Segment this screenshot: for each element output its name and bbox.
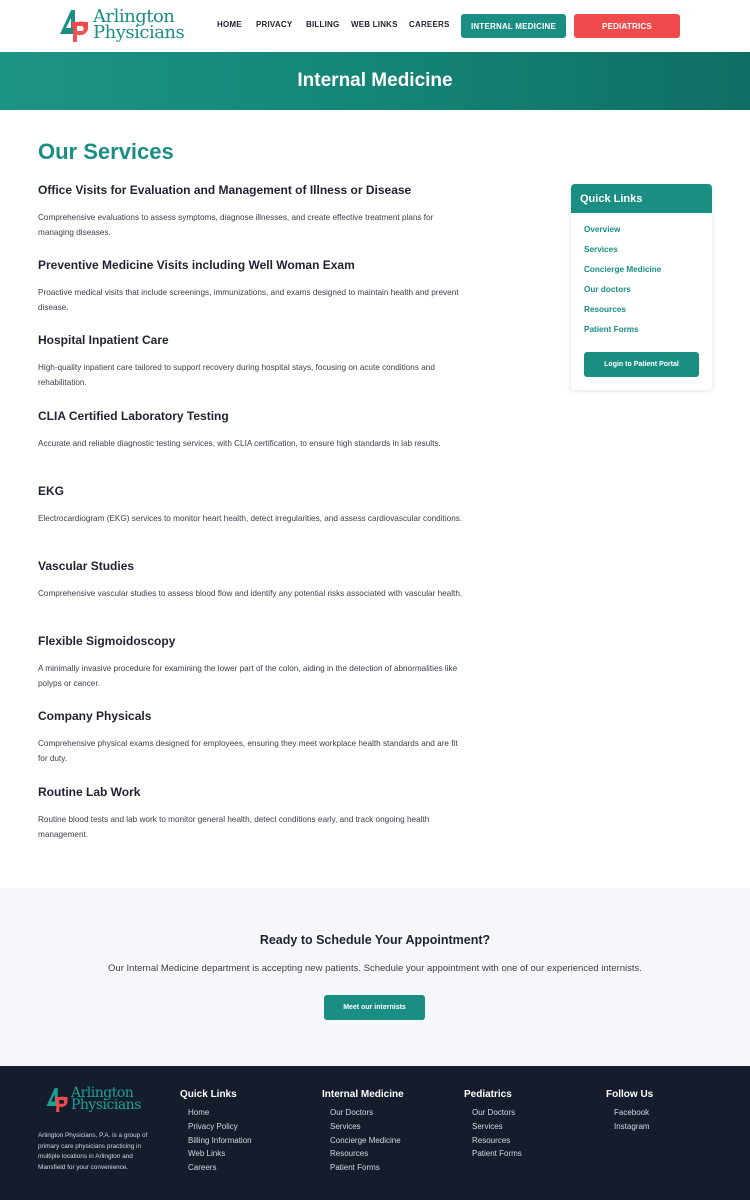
page-title: Internal Medicine: [297, 70, 453, 91]
service-item: [38, 633, 468, 708]
footer-link-our-doctors[interactable]: Our Doctors: [472, 1108, 516, 1117]
footer-link-home[interactable]: Home: [188, 1108, 210, 1117]
nav-careers[interactable]: CAREERS: [409, 20, 450, 29]
footer-link-patient-forms[interactable]: Patient Forms: [330, 1163, 380, 1173]
quick-link-our-doctors[interactable]: Our doctors: [584, 285, 631, 294]
service-title: Vascular Studies: [38, 558, 135, 573]
patient-portal-login-button[interactable]: Login to Patient Portal: [584, 352, 699, 377]
service-item: [38, 784, 468, 859]
service-item: [38, 332, 468, 407]
service-item: [38, 708, 468, 783]
quick-links-title: Quick Links: [571, 184, 712, 213]
footer-column-title: Follow Us: [606, 1089, 654, 1100]
service-title: CLIA Certified Laboratory Testing: [38, 408, 229, 423]
service-description: Electrocardiogram (EKG) services to monitor heart health, detect irregularities, and assess cardiovascular conditions.: [38, 513, 463, 523]
site-header: [0, 0, 750, 52]
footer-link-instagram[interactable]: Instagram: [614, 1121, 650, 1131]
footer-column-title: Quick Links: [180, 1089, 237, 1100]
service-title: Routine Lab Work: [38, 784, 141, 799]
footer-link-services[interactable]: Services: [330, 1121, 361, 1131]
cta-text: Our Internal Medicine department is accepting new patients. Schedule your appointment with one of our experienced internists.: [108, 963, 642, 974]
pediatrics-button[interactable]: PEDIATRICS: [574, 14, 680, 38]
logo-wordmark: [93, 6, 185, 43]
quick-links-card: [571, 184, 712, 390]
cta-title: Ready to Schedule Your Appointment?: [259, 933, 491, 947]
service-title: EKG: [38, 483, 65, 498]
site-logo[interactable]: [58, 8, 188, 44]
footer-link-our-doctors[interactable]: Our Doctors: [330, 1108, 374, 1117]
service-item: [38, 483, 468, 558]
logo-line-2: Physicians: [93, 22, 185, 43]
service-item: [38, 182, 468, 257]
nav-billing[interactable]: BILLING: [306, 20, 340, 29]
footer-column-pediatrics: [464, 1089, 522, 1163]
footer-link-patient-forms[interactable]: Patient Forms: [472, 1149, 522, 1159]
footer-link-web-links[interactable]: Web Links: [188, 1149, 226, 1159]
footer-column-title: Pediatrics: [464, 1089, 512, 1100]
service-description: Comprehensive evaluations to assess symptoms, diagnose illnesses, and create effective treatment plans for managing diseases.: [38, 213, 434, 237]
internal-medicine-button[interactable]: INTERNAL MEDICINE: [461, 14, 566, 38]
footer-link-services[interactable]: Services: [472, 1121, 503, 1131]
service-title: Office Visits for Evaluation and Management of Illness or Disease: [38, 183, 412, 197]
site-footer: [0, 1066, 750, 1200]
service-title: Company Physicals: [38, 709, 152, 724]
services-list: [38, 182, 468, 859]
quick-link-patient-forms[interactable]: Patient Forms: [584, 325, 639, 334]
footer-link-resources[interactable]: Resources: [330, 1149, 369, 1159]
footer-column-title: Internal Medicine: [322, 1089, 404, 1100]
nav-privacy[interactable]: PRIVACY: [256, 20, 293, 29]
schedule-cta-section: [0, 888, 750, 1066]
service-description: High-quality inpatient care tailored to support recovery during hospital stays, focusing on acute conditions and rehabilitation.: [38, 363, 435, 388]
service-item: [38, 558, 468, 633]
quick-link-overview[interactable]: Overview: [584, 225, 621, 234]
service-description: Comprehensive physical exams designed for employees, ensuring they meet workplace health standards and are fit for duty.: [38, 739, 458, 764]
service-title: Hospital Inpatient Care: [38, 333, 169, 348]
service-item: [38, 408, 468, 483]
logo-line-2: Physicians: [71, 1097, 141, 1113]
service-description: Proactive medical visits that include screenings, immunizations, and exams designed to maintain health and prevent disease.: [38, 288, 459, 313]
footer-link-privacy-policy[interactable]: Privacy Policy: [188, 1121, 238, 1131]
footer-link-billing-information[interactable]: Billing Information: [188, 1135, 252, 1145]
footer-logo[interactable]: [45, 1086, 145, 1116]
nav-home[interactable]: HOME: [217, 20, 242, 29]
footer-column-follow-us: [606, 1089, 653, 1136]
logo-mark-icon: [58, 8, 90, 44]
footer-column-internal-medicine: [322, 1089, 404, 1177]
service-description: A minimally invasive procedure for examining the lower part of the colon, aiding in the detection of abnormalities like polyps or cancer.: [38, 664, 458, 689]
service-title: Flexible Sigmoidoscopy: [38, 634, 176, 649]
quick-link-concierge-medicine[interactable]: Concierge Medicine: [584, 265, 662, 274]
service-item: [38, 257, 468, 332]
section-title: Our Services: [38, 139, 174, 164]
service-description: Accurate and reliable diagnostic testing services, with CLIA certification, to ensure high standards in lab results.: [38, 438, 441, 448]
service-description: Routine blood tests and lab work to monitor general health, detect conditions early, and track ongoing health management.: [38, 814, 430, 839]
logo-line-1: Arlington: [71, 1085, 134, 1101]
service-description: Comprehensive vascular studies to assess blood flow and identify any potential risks associated with vascular health.: [38, 588, 463, 598]
footer-link-careers[interactable]: Careers: [188, 1163, 217, 1173]
service-title: Preventive Medicine Visits including Well Woman Exam: [38, 258, 355, 273]
footer-about-text: Arlington Physicians, P.A. is a group of primary care physicians practicing in multiple locations in Arlington and Mansfield for your convenience.: [38, 1132, 148, 1171]
footer-link-resources[interactable]: Resources: [472, 1135, 511, 1145]
footer-logo-wordmark: [71, 1087, 141, 1111]
hero-banner: [0, 52, 750, 110]
logo-line-1: Arlington: [93, 6, 175, 27]
footer-link-facebook[interactable]: Facebook: [614, 1108, 650, 1117]
quick-link-services[interactable]: Services: [584, 245, 618, 254]
logo-mark-icon: [45, 1086, 69, 1114]
footer-column-quick-links: [180, 1089, 252, 1177]
meet-internists-button[interactable]: Meet our internists: [324, 995, 425, 1020]
nav-web-links[interactable]: WEB LINKS: [351, 20, 398, 29]
footer-link-concierge-medicine[interactable]: Concierge Medicine: [330, 1135, 401, 1145]
quick-links-list: [571, 213, 712, 345]
quick-link-resources[interactable]: Resources: [584, 305, 626, 314]
